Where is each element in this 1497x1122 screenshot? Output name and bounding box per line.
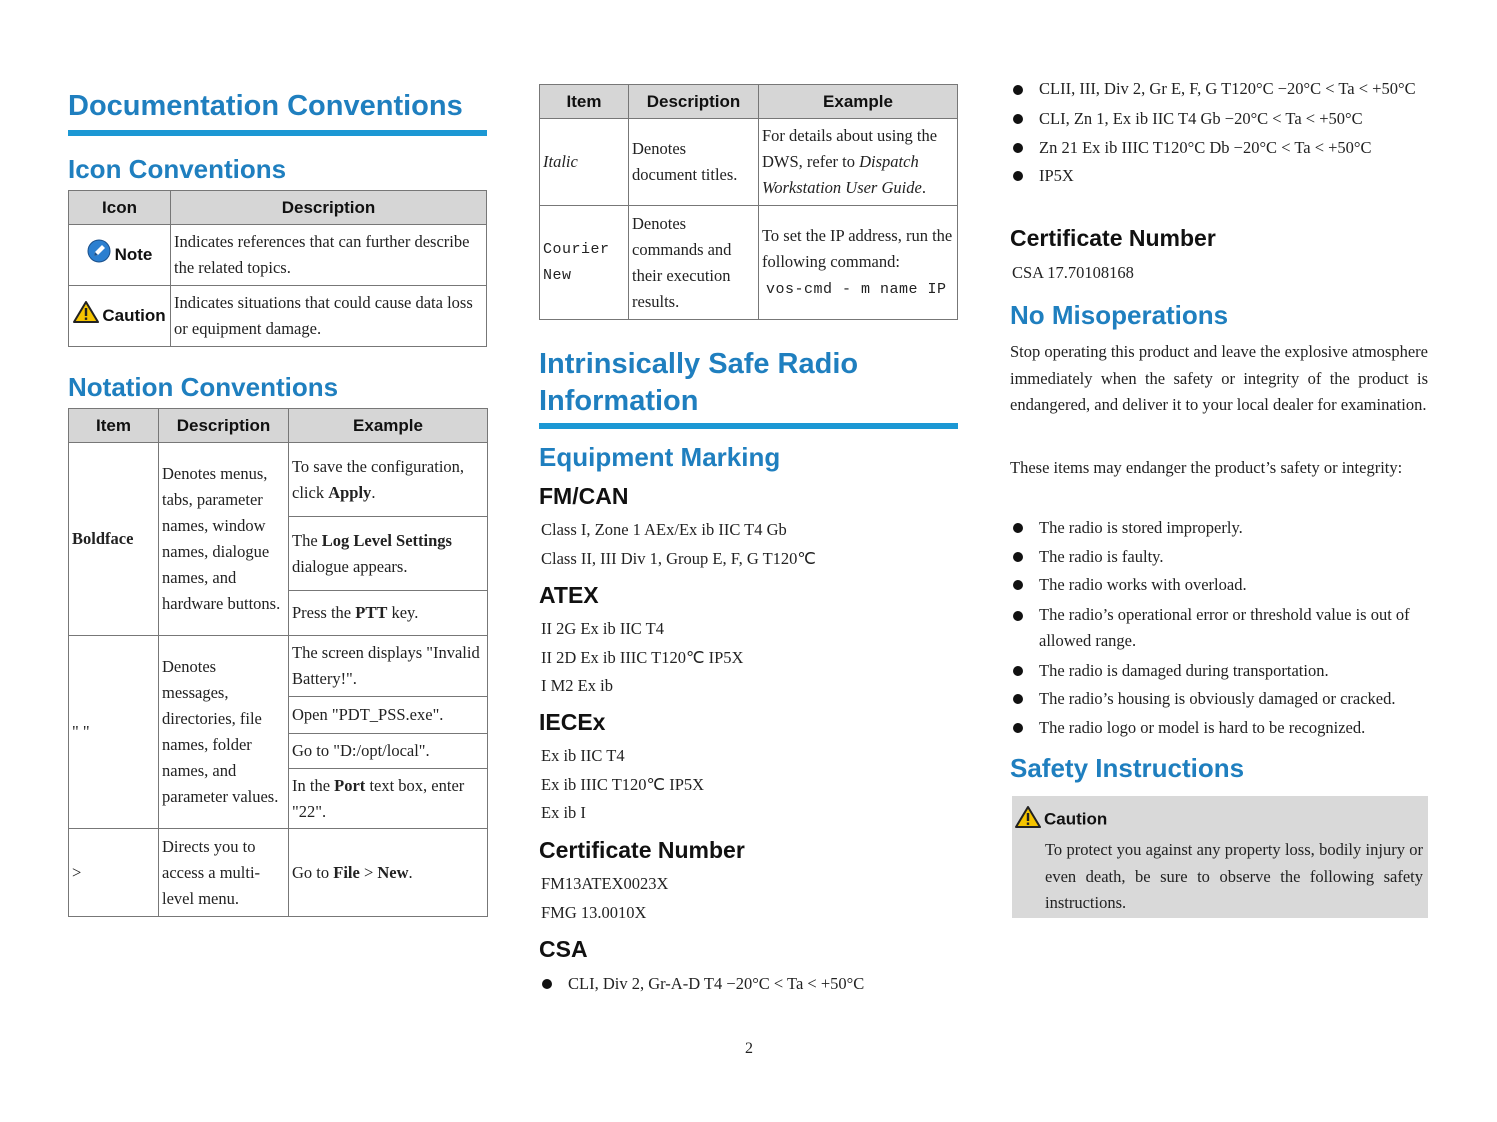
caution-label: Caution — [102, 306, 166, 325]
bullet-icon — [1013, 580, 1023, 590]
bullet-icon — [1013, 171, 1023, 181]
bullet-icon — [542, 979, 552, 989]
list-item: Zn 21 Ex ib IIIC T120°C Db −20°C < Ta < +50°C — [1010, 134, 1428, 163]
page-title: Documentation Conventions — [68, 90, 463, 122]
icon-conventions-heading: Icon Conventions — [68, 154, 287, 184]
marking-line: Ex ib IIIC T120℃ IP5X — [541, 774, 705, 794]
description-col-header: Description — [629, 85, 759, 119]
marking-line: Ex ib IIC T4 — [541, 746, 625, 765]
fmcan-heading: FM/CAN — [539, 483, 629, 509]
boldface-example-2: The Log Level Settings dialogue appears. — [289, 517, 488, 591]
misoperations-paragraph: Stop operating this product and leave the explosive atmosphere immediately when the safety or integrity of the product is endangered, and deliver it to your local dealer for examination. — [1010, 342, 1428, 414]
list-item: CLII, III, Div 2, Gr E, F, G T120°C −20°C < Ta < +50°C — [1010, 76, 1428, 101]
italic-description: Denotes document titles. — [629, 119, 759, 206]
misoperations-intro: These items may endanger the product’s safety or integrity: — [1010, 458, 1403, 477]
bullet-icon — [1013, 143, 1023, 153]
quotes-example-4: In the Port text box, enter "22". — [289, 769, 488, 829]
bullet-icon — [1013, 552, 1023, 562]
list-item: The radio’s operational error or threshold value is out of allowed range. — [1010, 602, 1428, 655]
icon-col-header: Icon — [69, 191, 171, 225]
list-item: The radio works with overload. — [1010, 571, 1428, 600]
marking-line: Class I, Zone 1 AEx/Ex ib IIC T4 Gb — [541, 520, 787, 539]
csa-list-continued — [1010, 76, 1428, 191]
courier-example: To set the IP address, run the following command: vos-cmd - m name IP — [759, 206, 958, 320]
section-rule — [539, 423, 958, 429]
certificate-lines — [541, 870, 957, 927]
caution-icon — [1015, 805, 1041, 834]
bullet-icon — [1013, 666, 1023, 676]
certificate-number-heading: Certificate Number — [1010, 225, 1216, 251]
caution-label: Caution — [1044, 809, 1108, 829]
boldface-item: Boldface — [69, 443, 159, 636]
list-item: The radio is damaged during transportation. — [1010, 657, 1428, 686]
boldface-example-1: To save the configuration, click Apply. — [289, 443, 488, 517]
example-col-header: Example — [289, 409, 488, 443]
quotes-example-2: Open "PDT_PSS.exe". — [289, 697, 488, 734]
bullet-icon — [1013, 723, 1023, 733]
certificate-number-heading: Certificate Number — [539, 837, 745, 863]
bullet-icon — [1013, 694, 1023, 704]
bullet-icon — [1013, 611, 1023, 621]
arrow-item: > — [69, 829, 159, 917]
title-rule — [68, 130, 487, 136]
csa-list — [539, 970, 955, 999]
marking-line: II 2D Ex ib IIIC T120℃ IP5X — [541, 647, 744, 667]
note-label: Note — [114, 245, 153, 264]
list-item: CLI, Div 2, Gr-A-D T4 −20°C < Ta < +50°C — [539, 970, 955, 999]
misoperations-list — [1010, 514, 1428, 742]
marking-line: I M2 Ex ib — [541, 676, 613, 695]
notation-table — [68, 408, 488, 917]
iecex-heading: IECEx — [539, 709, 606, 735]
command-code: vos-cmd - m name IP — [766, 280, 947, 298]
italic-example: For details about using the DWS, refer to Dispatch Workstation User Guide. — [759, 119, 958, 206]
equipment-marking-heading: Equipment Marking — [539, 442, 781, 472]
list-item: The radio is stored improperly. — [1010, 514, 1428, 543]
caution-header — [1015, 805, 1107, 834]
courier-description: Denotes commands and their execution results. — [629, 206, 759, 320]
bullet-icon — [1013, 114, 1023, 124]
example-col-header: Example — [759, 85, 958, 119]
no-misoperations-heading: No Misoperations — [1010, 300, 1229, 330]
notation-table-continued — [539, 84, 958, 320]
list-item: The radio logo or model is hard to be recognized. — [1010, 714, 1428, 743]
description-col-header: Description — [159, 409, 289, 443]
atex-lines — [541, 615, 957, 701]
page-number: 2 — [745, 1040, 753, 1057]
certificate-line: FM13ATEX0023X — [541, 874, 669, 893]
arrow-example: Go to File > New. — [289, 829, 488, 917]
csa-heading: CSA — [539, 936, 588, 962]
marking-line: Class II, III Div 1, Group E, F, G T120℃ — [541, 548, 816, 568]
courier-item: Courier New — [540, 206, 629, 320]
notation-conventions-heading: Notation Conventions — [68, 372, 339, 402]
iecex-lines — [541, 742, 957, 828]
list-item: The radio’s housing is obviously damaged or cracked. — [1010, 685, 1428, 714]
marking-line: II 2G Ex ib IIC T4 — [541, 619, 664, 638]
certificate-line: FMG 13.0010X — [541, 902, 647, 922]
caution-cell — [69, 286, 171, 347]
icon-table — [68, 190, 487, 347]
arrow-description: Directs you to access a multi-level menu. — [159, 829, 289, 917]
intrinsically-safe-title: Intrinsically Safe Radio Information — [539, 348, 859, 417]
list-item: CLI, Zn 1, Ex ib IIC T4 Gb −20°C < Ta < +50°C — [1010, 105, 1428, 134]
note-description: Indicates references that can further describe the related topics. — [171, 225, 487, 286]
marking-line: Ex ib I — [541, 803, 586, 822]
list-item: IP5X — [1010, 162, 1428, 191]
quotes-item: " " — [69, 636, 159, 829]
bullet-icon — [1013, 85, 1023, 95]
caution-text: To protect you against any property loss, bodily injury or even death, be sure to observe the following safety instructions. — [1045, 840, 1423, 912]
italic-item: Italic — [540, 119, 629, 206]
item-col-header: Item — [69, 409, 159, 443]
boldface-example-3: Press the PTT key. — [289, 591, 488, 636]
certificate-value: CSA 17.70108168 — [1012, 263, 1134, 282]
caution-icon — [73, 300, 99, 332]
list-item: The radio is faulty. — [1010, 543, 1428, 572]
caution-box — [1012, 796, 1428, 918]
safety-instructions-heading: Safety Instructions — [1010, 753, 1245, 783]
boldface-description: Denotes menus, tabs, parameter names, window names, dialogue names, and hardware buttons. — [159, 443, 289, 636]
note-icon — [87, 239, 111, 271]
caution-description: Indicates situations that could cause data loss or equipment damage. — [171, 286, 487, 347]
quotes-description: Denotes messages, directories, file names, folder names, and parameter values. — [159, 636, 289, 829]
atex-heading: ATEX — [539, 582, 599, 608]
quotes-example-3: Go to "D:/opt/local". — [289, 734, 488, 769]
bullet-icon — [1013, 523, 1023, 533]
note-cell — [69, 225, 171, 286]
quotes-example-1: The screen displays "Invalid Battery!". — [289, 636, 488, 697]
item-col-header: Item — [540, 85, 629, 119]
fmcan-lines — [541, 516, 957, 573]
description-col-header: Description — [171, 191, 487, 225]
